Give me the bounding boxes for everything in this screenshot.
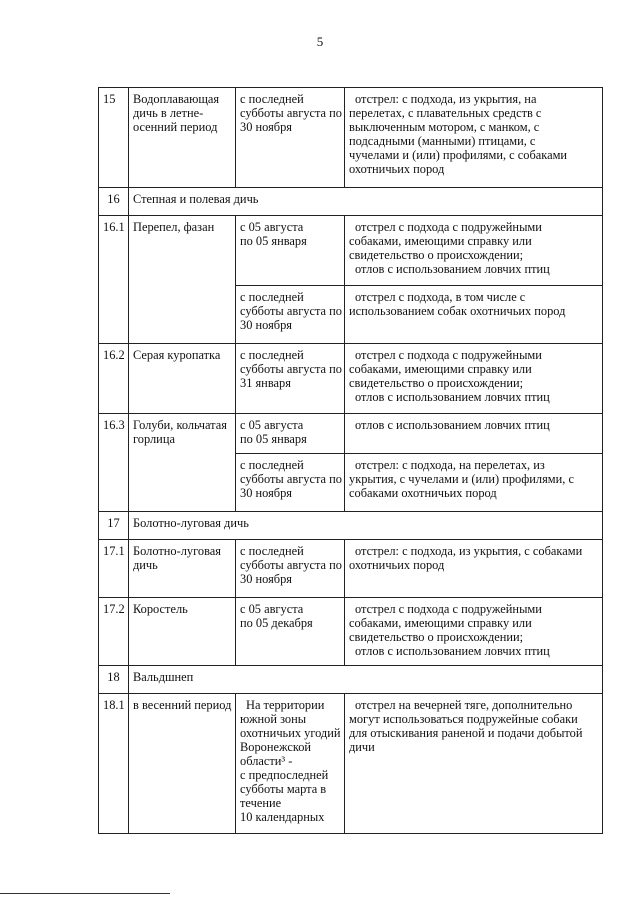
season-cell: с последней субботы августа по 30 ноября bbox=[236, 454, 345, 512]
method-cell: отстрел: с подхода, на перелетах, из укрытия, с чучелами и (или) профилями, с собаками охотничьих пород bbox=[345, 454, 603, 512]
table-row bbox=[99, 598, 603, 666]
table-row bbox=[99, 344, 603, 414]
section-row bbox=[99, 188, 603, 216]
section-title: Болотно-луговая дичь bbox=[129, 512, 603, 540]
method-cell: отлов с использованием ловчих птиц bbox=[345, 414, 603, 454]
method-cell: отстрел на вечерней тяге, дополнительно могут использоваться подружейные собаки для отыскивания раненой и подачи добытой дичи bbox=[345, 694, 603, 834]
section-title: Степная и полевая дичь bbox=[129, 188, 603, 216]
season-cell: с последней субботы августа по 30 ноября bbox=[236, 88, 345, 188]
row-number: 16.2 bbox=[99, 344, 129, 414]
method-cell: отстрел: с подхода, из укрытия, с собаками охотничьих пород bbox=[345, 540, 603, 598]
method-cell: отстрел с подхода с подружейными собаками, имеющими справку или свидетельство о происхождении; отлов с использованием ловчих птиц bbox=[345, 216, 603, 286]
season-cell: с 05 августа по 05 января bbox=[236, 216, 345, 286]
row-number: 15 bbox=[99, 88, 129, 188]
row-number: 18.1 bbox=[99, 694, 129, 834]
row-number: 17.1 bbox=[99, 540, 129, 598]
section-row bbox=[99, 666, 603, 694]
method-cell: отстрел с подхода с подружейными собаками, имеющими справку или свидетельство о происхождении; отлов с использованием ловчих птиц bbox=[345, 344, 603, 414]
section-number: 17 bbox=[99, 512, 129, 540]
section-row bbox=[99, 512, 603, 540]
hunting-seasons-table bbox=[98, 87, 603, 834]
season-cell: с 05 августа по 05 декабря bbox=[236, 598, 345, 666]
season-cell: На территории южной зоны охотничьих угодий Воронежской области³ - с предпоследней субботы марта в течение 10 календарных bbox=[236, 694, 345, 834]
species-cell: Перепел, фазан bbox=[129, 216, 236, 344]
season-cell: с последней субботы августа по 30 ноября bbox=[236, 286, 345, 344]
species-cell: Болотно-луговая дичь bbox=[129, 540, 236, 598]
season-cell: с 05 августа по 05 января bbox=[236, 414, 345, 454]
method-cell: отстрел с подхода, в том числе с использованием собак охотничьих пород bbox=[345, 286, 603, 344]
row-number: 17.2 bbox=[99, 598, 129, 666]
table-row bbox=[99, 540, 603, 598]
row-number: 16.1 bbox=[99, 216, 129, 344]
method-cell: отстрел: с подхода, из укрытия, на перелетах, с плавательных средств с выключенным мотором, с манком, с подсадными (манными) птицами, с чучелами и (или) профилями, с собаками охотничьих пород bbox=[345, 88, 603, 188]
table-row bbox=[99, 694, 603, 834]
row-number: 16.3 bbox=[99, 414, 129, 512]
species-cell: Голуби, кольчатая горлица bbox=[129, 414, 236, 512]
species-cell: Коростель bbox=[129, 598, 236, 666]
method-cell: отстрел с подхода с подружейными собаками, имеющими справку или свидетельство о происхождении; отлов с использованием ловчих птиц bbox=[345, 598, 603, 666]
species-cell: Водоплавающая дичь в летне- осенний период bbox=[129, 88, 236, 188]
table-row bbox=[99, 88, 603, 188]
footnote-divider bbox=[0, 893, 170, 894]
season-cell: с последней субботы августа по 31 января bbox=[236, 344, 345, 414]
section-number: 16 bbox=[99, 188, 129, 216]
section-title: Вальдшнеп bbox=[129, 666, 603, 694]
table-row bbox=[99, 414, 603, 454]
page-number: 5 bbox=[316, 34, 324, 49]
table-row bbox=[99, 216, 603, 286]
season-cell: с последней субботы августа по 30 ноября bbox=[236, 540, 345, 598]
species-cell: Серая куропатка bbox=[129, 344, 236, 414]
species-cell: в весенний период bbox=[129, 694, 236, 834]
section-number: 18 bbox=[99, 666, 129, 694]
